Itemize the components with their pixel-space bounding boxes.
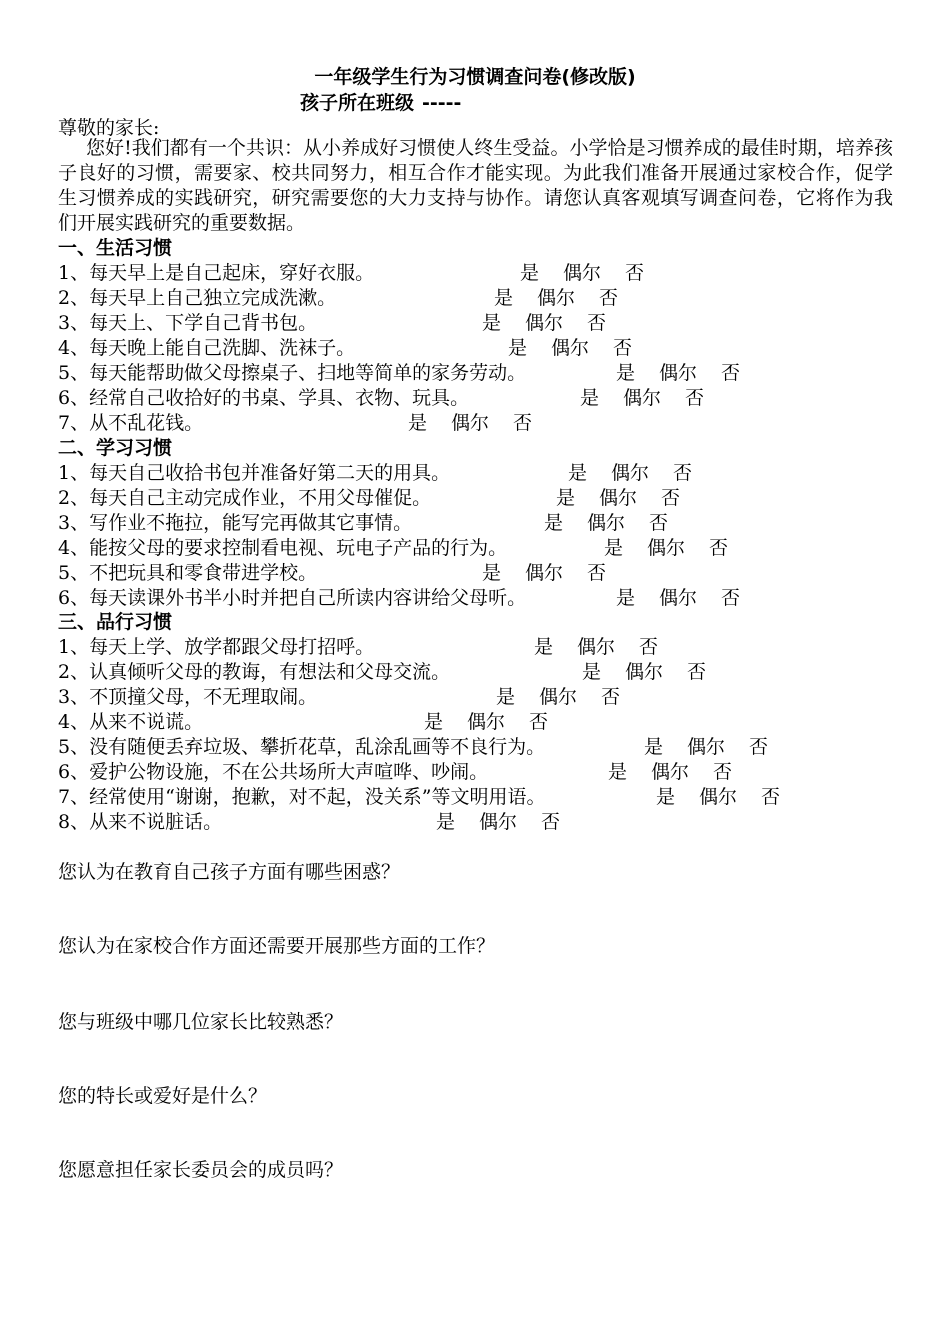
- question-text: 6、每天读课外书半小时并把自己所读内容讲给父母听。: [58, 587, 527, 609]
- option-no[interactable]: 否: [599, 287, 619, 309]
- question-row: [58, 411, 918, 436]
- question-row: [58, 486, 918, 511]
- question-row: [58, 586, 918, 611]
- option-sometimes[interactable]: 偶尔: [687, 736, 726, 758]
- option-yes[interactable]: 是: [436, 811, 456, 833]
- option-sometimes[interactable]: 偶尔: [647, 537, 686, 559]
- question-text: 3、每天上、下学自己背书包。: [58, 312, 318, 334]
- question-text: 1、每天上学、放学都跟父母打招呼。: [58, 636, 375, 658]
- option-yes[interactable]: 是: [568, 462, 588, 484]
- question-row: [58, 635, 918, 660]
- question-row: [58, 386, 918, 411]
- question-text: 7、经常使用“谢谢，抱歉，对不起，没关系”等文明用语。: [58, 786, 546, 808]
- option-sometimes[interactable]: 偶尔: [599, 487, 638, 509]
- option-sometimes[interactable]: 偶尔: [467, 711, 506, 733]
- question-row: [58, 261, 918, 286]
- answer-options: [508, 336, 656, 361]
- open-question: 您的特长或爱好是什么？: [58, 1085, 268, 1107]
- question-row: [58, 735, 918, 760]
- option-sometimes[interactable]: 偶尔: [577, 636, 616, 658]
- question-text: 2、认真倾听父母的教诲，有想法和父母交流。: [58, 661, 451, 683]
- option-sometimes[interactable]: 偶尔: [659, 362, 698, 384]
- option-sometimes[interactable]: 偶尔: [659, 587, 698, 609]
- question-row: [58, 685, 918, 710]
- option-no[interactable]: 否: [649, 512, 669, 534]
- answer-options: [656, 785, 804, 810]
- question-text: 2、每天自己主动完成作业，不用父母催促。: [58, 487, 432, 509]
- option-sometimes[interactable]: 偶尔: [525, 312, 564, 334]
- question-row: [58, 311, 918, 336]
- section-conduct-habits: [58, 610, 918, 835]
- question-row: [58, 760, 918, 785]
- answer-options: [556, 486, 704, 511]
- section-title: 二、学习习惯: [58, 437, 173, 459]
- option-yes[interactable]: 是: [582, 661, 602, 683]
- option-no[interactable]: 否: [613, 337, 633, 359]
- option-no[interactable]: 否: [687, 661, 707, 683]
- open-question: 您认为在教育自己孩子方面有哪些困惑？: [58, 861, 401, 883]
- answer-options: [482, 311, 630, 336]
- option-sometimes[interactable]: 偶尔: [525, 562, 564, 584]
- question-text: 6、爱护公物设施，不在公共场所大声喧哗、吵闹。: [58, 761, 489, 783]
- answer-options: [644, 735, 792, 760]
- option-no[interactable]: 否: [721, 587, 741, 609]
- answer-options: [544, 511, 692, 536]
- answer-options: [582, 660, 730, 685]
- option-yes[interactable]: 是: [656, 786, 676, 808]
- option-no[interactable]: 否: [749, 736, 769, 758]
- question-text: 1、每天自己收拾书包并准备好第二天的用具。: [58, 462, 451, 484]
- option-yes[interactable]: 是: [424, 711, 444, 733]
- class-label: 孩子所在班级: [300, 92, 415, 114]
- option-no[interactable]: 否: [673, 462, 693, 484]
- question-text: 6、经常自己收拾好的书桌、学具、衣物、玩具。: [58, 387, 470, 409]
- open-question: 您愿意担任家长委员会的成员吗？: [58, 1159, 344, 1181]
- option-no[interactable]: 否: [721, 362, 741, 384]
- question-text: 4、从来不说谎。: [58, 711, 204, 733]
- question-row: [58, 660, 918, 685]
- answer-options: [436, 810, 584, 835]
- answer-options: [494, 286, 642, 311]
- question-text: 3、不顶撞父母，不无理取闹。: [58, 686, 318, 708]
- page-title: 一年级学生行为习惯调查问卷(修改版): [314, 66, 636, 88]
- question-text: 3、写作业不拖拉，能写完再做其它事情。: [58, 512, 413, 534]
- answer-options: [608, 760, 756, 785]
- intro-paragraph: 您好!我们都有一个共识：从小养成好习惯使人终生受益。小学恰是习惯养成的最佳时期，培养孩子良好的习惯，需要家、校共同努力，相互合作才能实现。为此我们准备开展通过家校合作，促学生习惯养成的实践研究，研究需要您的大力支持与协作。请您认真客观填写调查问卷，它将作为我们开展实践研究的重要数据。: [58, 137, 893, 234]
- section-study-habits: [58, 436, 918, 611]
- section-title: 一、生活习惯: [58, 237, 173, 259]
- answer-options: [534, 635, 682, 660]
- question-text: 5、每天能帮助做父母擦桌子、扫地等简单的家务劳动。: [58, 362, 527, 384]
- answer-options: [496, 685, 644, 710]
- option-no[interactable]: 否: [541, 811, 561, 833]
- answer-options: [482, 561, 630, 586]
- question-row: [58, 561, 918, 586]
- option-yes[interactable]: 是: [608, 761, 628, 783]
- option-sometimes[interactable]: 偶尔: [611, 462, 650, 484]
- option-no[interactable]: 否: [661, 487, 681, 509]
- option-yes[interactable]: 是: [482, 312, 502, 334]
- question-row: [58, 536, 918, 561]
- option-no[interactable]: 否: [513, 412, 533, 434]
- option-sometimes[interactable]: 偶尔: [451, 412, 490, 434]
- section-life-habits: [58, 236, 918, 436]
- option-no[interactable]: 否: [761, 786, 781, 808]
- option-sometimes[interactable]: 偶尔: [623, 387, 662, 409]
- question-text: 5、没有随便丢弃垃圾、攀折花草，乱涂乱画等不良行为。: [58, 736, 546, 758]
- question-text: 1、每天早上是自己起床，穿好衣服。: [58, 262, 375, 284]
- option-yes[interactable]: 是: [482, 562, 502, 584]
- answer-options: [604, 536, 752, 561]
- option-no[interactable]: 否: [587, 312, 607, 334]
- answer-options: [424, 710, 572, 735]
- option-no[interactable]: 否: [587, 562, 607, 584]
- question-text: 2、每天早上自己独立完成洗漱。: [58, 287, 337, 309]
- option-sometimes[interactable]: 偶尔: [587, 512, 626, 534]
- option-sometimes[interactable]: 偶尔: [537, 287, 576, 309]
- question-text: 8、从来不说脏话。: [58, 811, 223, 833]
- question-row: [58, 785, 918, 810]
- option-yes[interactable]: 是: [408, 412, 428, 434]
- question-row: [58, 461, 918, 486]
- greeting: 尊敬的家长:: [58, 117, 160, 139]
- question-row: [58, 511, 918, 536]
- option-yes[interactable]: 是: [616, 362, 636, 384]
- option-no[interactable]: 否: [713, 761, 733, 783]
- open-question: 您认为在家校合作方面还需要开展那些方面的工作？: [58, 935, 496, 957]
- option-no[interactable]: 否: [601, 686, 621, 708]
- option-sometimes[interactable]: 偶尔: [539, 686, 578, 708]
- option-yes[interactable]: 是: [556, 487, 576, 509]
- option-no[interactable]: 否: [639, 636, 659, 658]
- answer-options: [580, 386, 728, 411]
- option-yes[interactable]: 是: [520, 262, 540, 284]
- question-row: [58, 361, 918, 386]
- option-sometimes[interactable]: 偶尔: [563, 262, 602, 284]
- answer-options: [568, 461, 716, 486]
- option-yes[interactable]: 是: [544, 512, 564, 534]
- option-yes[interactable]: 是: [508, 337, 528, 359]
- answer-options: [520, 261, 668, 286]
- question-text: 5、不把玩具和零食带进学校。: [58, 562, 318, 584]
- question-row: [58, 286, 918, 311]
- option-sometimes[interactable]: 偶尔: [551, 337, 590, 359]
- class-line: [300, 88, 461, 115]
- option-no[interactable]: 否: [685, 387, 705, 409]
- option-yes[interactable]: 是: [616, 587, 636, 609]
- question-text: 4、能按父母的要求控制看电视、玩电子产品的行为。: [58, 537, 508, 559]
- option-yes[interactable]: 是: [496, 686, 516, 708]
- option-no[interactable]: 否: [529, 711, 549, 733]
- class-blank: -----: [422, 92, 462, 114]
- option-yes[interactable]: 是: [534, 636, 554, 658]
- open-question: 您与班级中哪几位家长比较熟悉？: [58, 1011, 344, 1033]
- answer-options: [408, 411, 556, 436]
- option-yes[interactable]: 是: [604, 537, 624, 559]
- option-yes[interactable]: 是: [644, 736, 664, 758]
- question-row: [58, 336, 918, 361]
- section-title: 三、品行习惯: [58, 611, 173, 633]
- question-text: 7、从不乱花钱。: [58, 412, 204, 434]
- option-yes[interactable]: 是: [580, 387, 600, 409]
- question-row: [58, 710, 918, 735]
- option-sometimes[interactable]: 偶尔: [699, 786, 738, 808]
- option-sometimes[interactable]: 偶尔: [625, 661, 664, 683]
- answer-options: [616, 586, 764, 611]
- option-sometimes[interactable]: 偶尔: [479, 811, 518, 833]
- question-text: 4、每天晚上能自己洗脚、洗袜子。: [58, 337, 356, 359]
- question-row: [58, 810, 918, 835]
- option-sometimes[interactable]: 偶尔: [651, 761, 690, 783]
- answer-options: [616, 361, 764, 386]
- option-yes[interactable]: 是: [494, 287, 514, 309]
- option-no[interactable]: 否: [625, 262, 645, 284]
- option-no[interactable]: 否: [709, 537, 729, 559]
